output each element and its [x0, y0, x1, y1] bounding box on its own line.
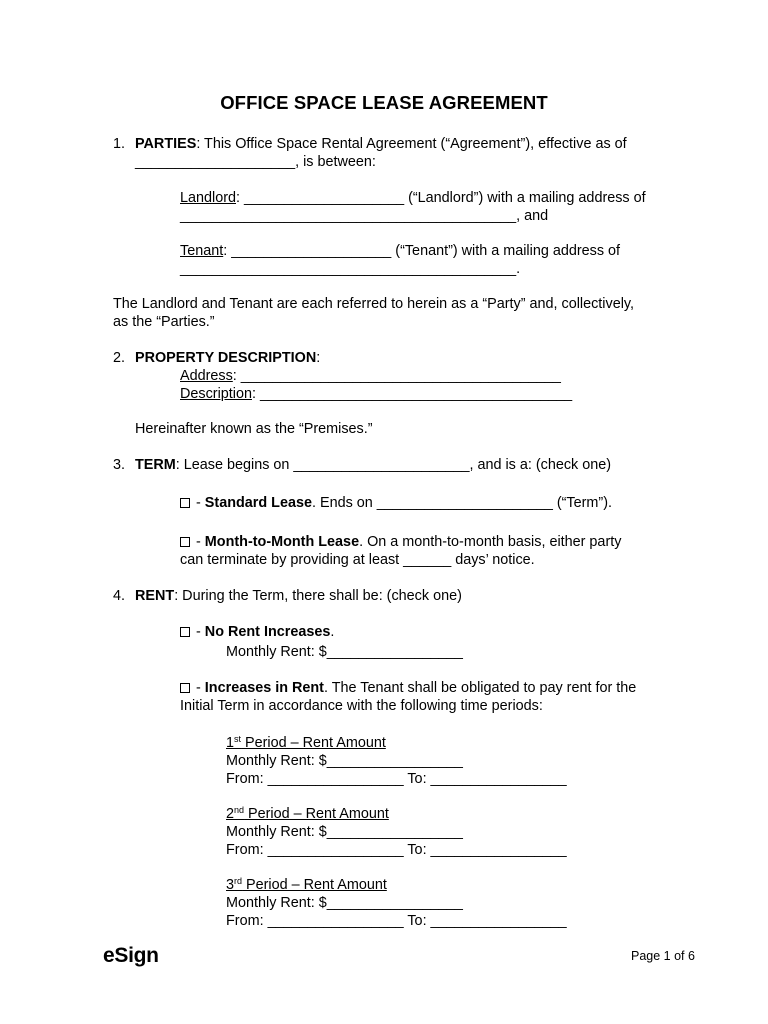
period-3-monthly-rent: Monthly Rent: $_________________	[226, 895, 463, 911]
period-ordinal-suffix: st	[234, 734, 242, 744]
section-3-text: : Lease begins on ______________________, and is a: (check one)	[175, 457, 612, 473]
no-rent-increases-option[interactable]	[180, 623, 334, 641]
period-2-monthly-rent: Monthly Rent: $_________________	[226, 824, 463, 840]
parties-text-b: as the “Parties.”	[113, 314, 215, 330]
empty-checkbox-icon[interactable]	[180, 498, 190, 508]
description-line	[180, 385, 572, 403]
parties-text-a: The Landlord and Tenant are each referred to herein as a “Party” and, collectively,	[113, 296, 635, 312]
standard-lease-option[interactable]	[180, 494, 612, 512]
period-ordinal-suffix: rd	[234, 876, 243, 886]
tenant-label: Tenant	[180, 243, 224, 259]
period-3-heading	[226, 876, 387, 894]
period-ordinal-suffix: nd	[234, 805, 245, 815]
standard-lease-label: Standard Lease	[204, 495, 312, 511]
increases-in-rent-text-b: Initial Term in accordance with the following time periods:	[180, 698, 543, 714]
empty-checkbox-icon[interactable]	[180, 627, 190, 637]
section-2-heading: PROPERTY DESCRIPTION	[135, 350, 317, 366]
period-3-from-to: From: _________________ To: _________________	[226, 913, 567, 929]
standard-lease-text: . Ends on ______________________ (“Term”).	[311, 495, 612, 511]
month-to-month-text: . On a month-to-month basis, either party	[359, 534, 622, 550]
section-4-line	[135, 587, 462, 605]
empty-checkbox-icon[interactable]	[180, 683, 190, 693]
section-1-heading: PARTIES	[135, 136, 197, 152]
period-heading-text: Period – Rent Amount	[242, 877, 387, 893]
increases-in-rent-text: . The Tenant shall be obligated to pay rent for the	[323, 680, 637, 696]
section-1-number: 1.	[113, 136, 126, 152]
period-1-monthly-rent: Monthly Rent: $_________________	[226, 753, 463, 769]
month-to-month-option[interactable]	[180, 533, 621, 551]
option-dash: -	[192, 495, 205, 511]
period-1-from-to: From: _________________ To: _________________	[226, 771, 567, 787]
page-number: Page 1 of 6	[631, 949, 695, 963]
period-heading-text: Period – Rent Amount	[244, 806, 389, 822]
period-ordinal: 2	[226, 806, 235, 822]
tenant-address-line: __________________________________________.	[180, 261, 521, 277]
option-dash: -	[192, 624, 205, 640]
esign-logo: eSign	[103, 944, 159, 967]
tenant-line	[180, 242, 620, 260]
address-line	[180, 367, 561, 385]
section-4-text: : During the Term, there shall be: (check one)	[174, 588, 462, 604]
description-label: Description	[180, 386, 252, 402]
empty-checkbox-icon[interactable]	[180, 537, 190, 547]
section-1-text-b: ____________________, is between:	[135, 154, 376, 170]
section-3-heading: TERM	[135, 457, 176, 473]
option-dash: -	[192, 534, 205, 550]
landlord-line	[180, 189, 646, 207]
section-2-line	[135, 349, 320, 367]
increases-in-rent-label: Increases in Rent	[204, 680, 324, 696]
period-heading-text: Period – Rent Amount	[241, 735, 386, 751]
period-ordinal: 1	[226, 735, 235, 751]
no-increase-monthly-rent: Monthly Rent: $_________________	[226, 644, 463, 660]
period-ordinal: 3	[226, 877, 235, 893]
landlord-label: Landlord	[180, 190, 237, 206]
no-rent-increases-text: .	[330, 624, 335, 640]
document-title: OFFICE SPACE LEASE AGREEMENT	[220, 92, 548, 113]
tenant-text: : ____________________ (“Tenant”) with a mailing address of	[223, 243, 621, 259]
section-4-heading: RENT	[135, 588, 175, 604]
section-3-line	[135, 456, 611, 474]
section-1-text-a: : This Office Space Rental Agreement (“Agreement”), effective as of	[196, 136, 627, 152]
section-2-colon: :	[316, 350, 321, 366]
period-2-from-to: From: _________________ To: _________________	[226, 842, 567, 858]
month-to-month-text-b: can terminate by providing at least ______ days’ notice.	[180, 552, 535, 568]
landlord-text: : ____________________ (“Landlord”) with a mailing address of	[236, 190, 646, 206]
section-4-number: 4.	[113, 588, 126, 604]
period-2-heading	[226, 805, 389, 823]
landlord-address-line: __________________________________________, and	[180, 208, 549, 224]
increases-in-rent-option[interactable]	[180, 679, 636, 697]
no-rent-increases-label: No Rent Increases	[204, 624, 331, 640]
option-dash: -	[192, 680, 205, 696]
section-2-number: 2.	[113, 350, 126, 366]
section-3-number: 3.	[113, 457, 126, 473]
premises-text: Hereinafter known as the “Premises.”	[135, 421, 373, 437]
address-blank: : ________________________________________	[232, 368, 561, 384]
month-to-month-label: Month-to-Month Lease	[204, 534, 360, 550]
address-label: Address	[180, 368, 233, 384]
description-blank: : _______________________________________	[251, 386, 573, 402]
section-1-line-1	[135, 135, 627, 153]
period-1-heading	[226, 734, 386, 752]
